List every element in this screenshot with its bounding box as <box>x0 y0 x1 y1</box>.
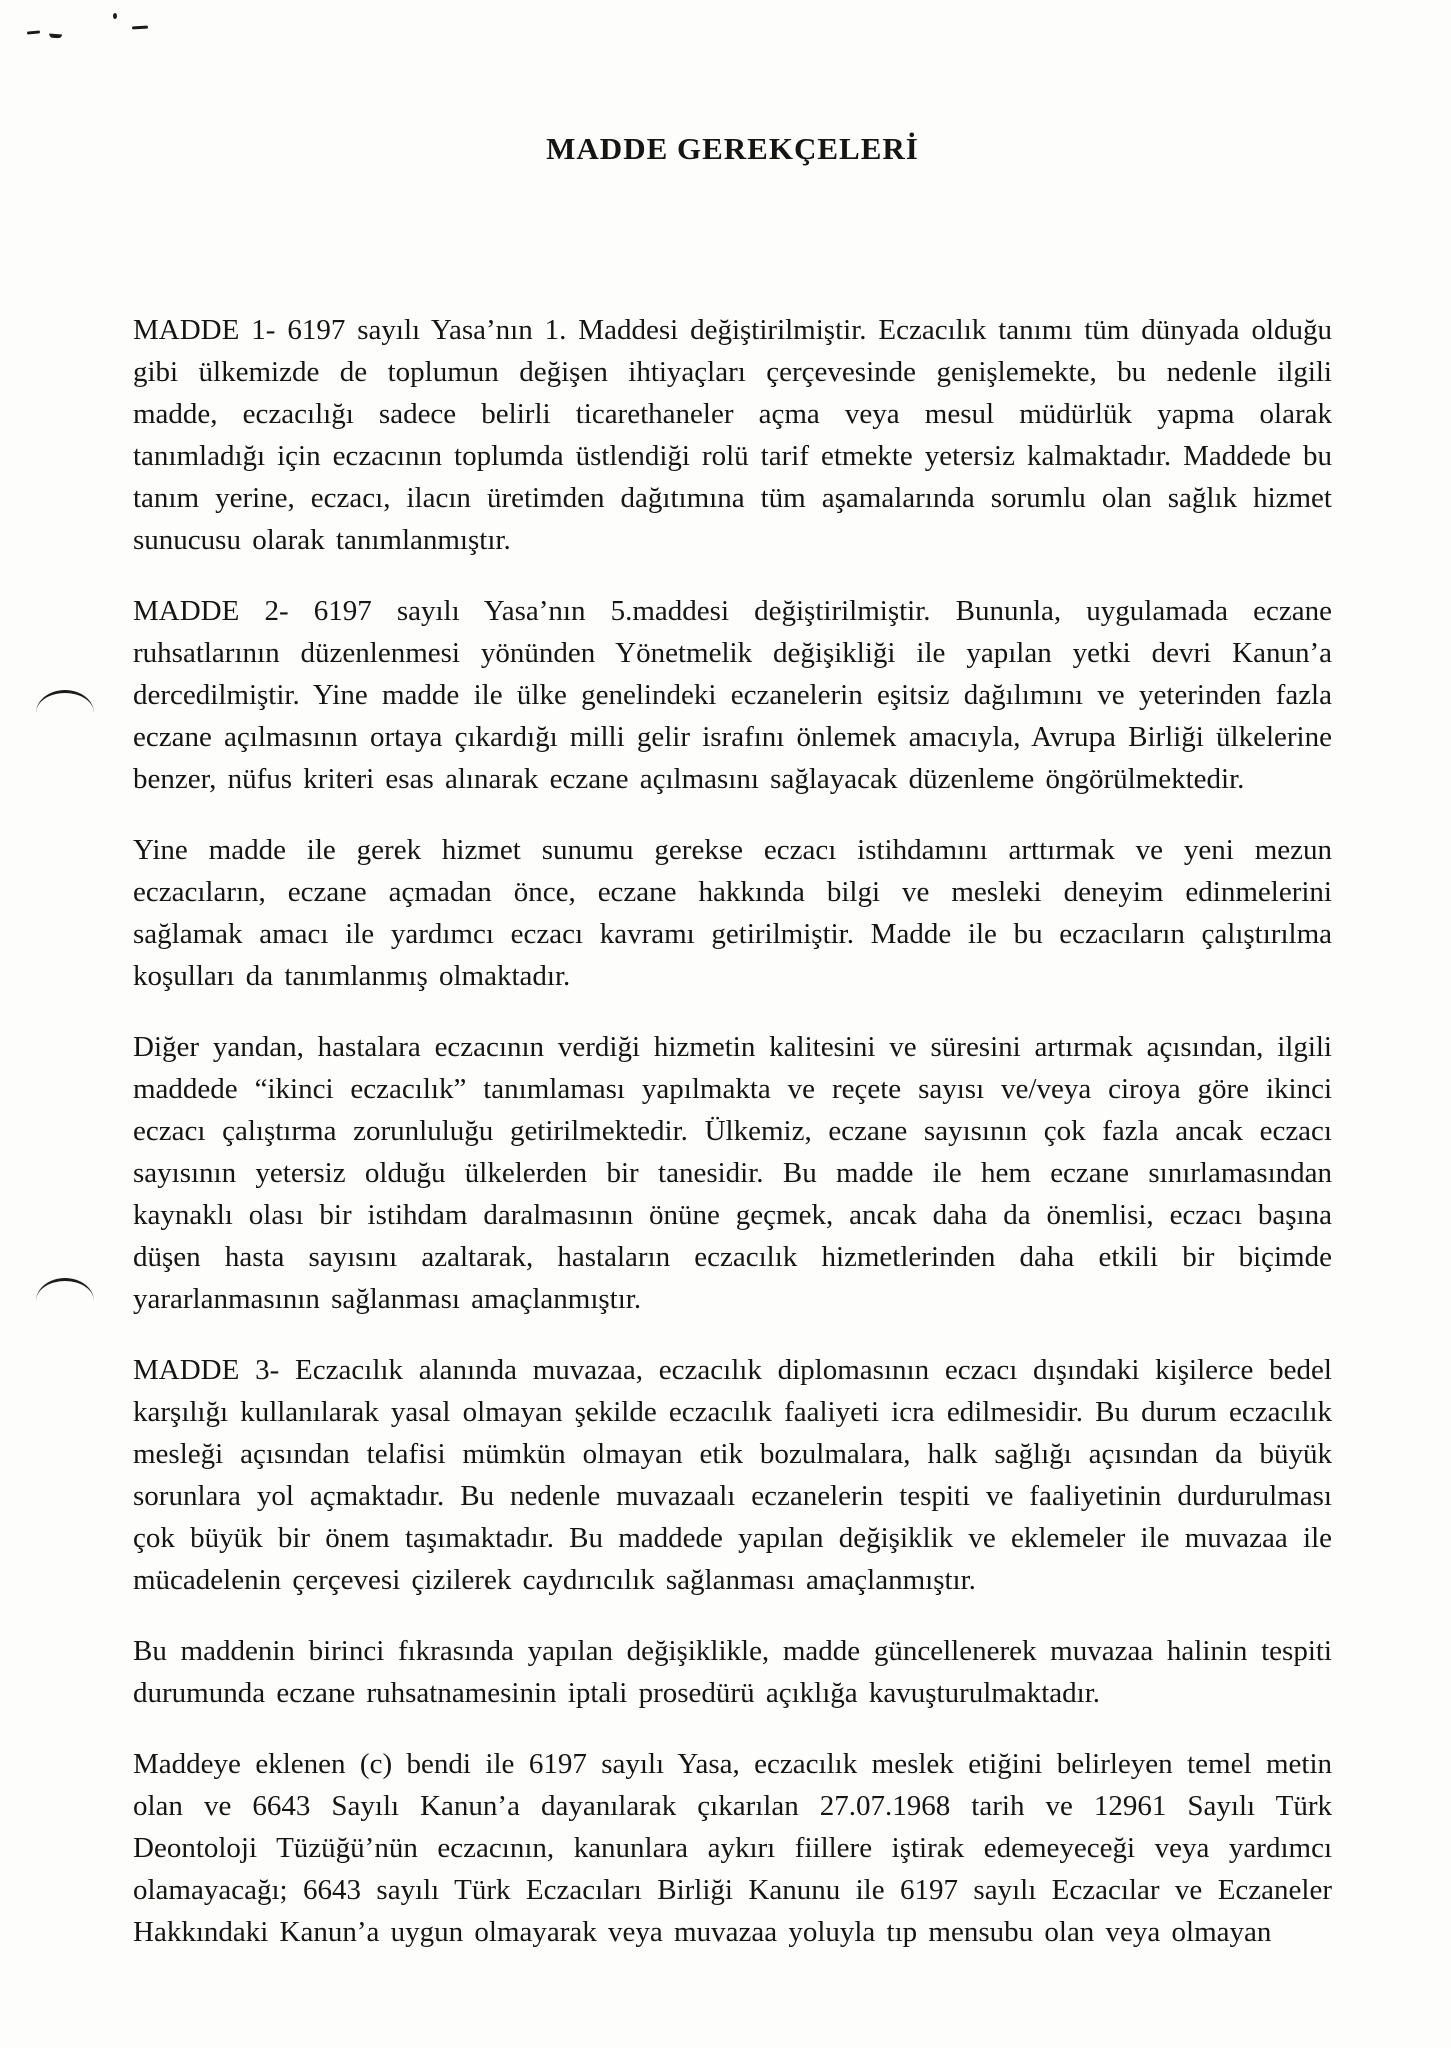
pen-mark-dash <box>49 34 62 39</box>
margin-arc-mark <box>36 690 94 713</box>
margin-arc-mark <box>36 1278 94 1301</box>
pen-mark-dot <box>113 13 117 19</box>
paragraph-madde-3-first-clause: Bu maddenin birinci fıkrasında yapılan değişiklikle, madde güncellenerek muvazaa halinin tespiti durumunda eczane ruhsatnamesinin iptali prosedürü açıklığa kavuşturulmaktadır. <box>133 1635 1332 1709</box>
document-title: MADDE GEREKÇELERİ <box>546 131 919 166</box>
paragraph-madde-2-second-pharmacist: Diğer yandan, hastalara eczacının verdiği hizmetin kalitesini ve süresini artırmak açısından, ilgili maddede “ikinci eczacılık” tanımlaması yapılmakta ve reçete sayısı ve/veya ciroya göre ikinci eczacı çalıştırma zorunluluğu getirilmektedir. Ülkemiz, eczane sayısının çok fazla ancak eczacı sayısının yetersiz olduğu ülkelerden bir tanesidir. Bu madde ile hem eczane sınırlamasından kaynaklı olası bir istihdam daralmasının önüne geçmek, ancak daha da önemlisi, eczacı başına düşen hasta sayısını azaltarak, hastaların eczacılık hizmetlerinden daha etkili bir biçimde yararlanmasının sağlanması amaçlanmıştır. <box>133 1031 1332 1315</box>
paragraph-madde-3: MADDE 3- Eczacılık alanında muvazaa, eczacılık diplomasının eczacı dışındaki kişilerce bedel karşılığı kullanılarak yasal olmayan şekilde eczacılık faaliyeti icra edilmesidir. Bu durum eczacılık mesleği açısından telafisi mümkün olmayan etik bozulmalara, halk sağlığı açısından da büyük sorunlara yol açmaktadır. Bu nedenle muvazaalı eczanelerin tespiti ve faaliyetinin durdurulması çok büyük bir önem taşımaktadır. Bu maddede yapılan değişiklik ve eklemeler ile muvazaa ile mücadelenin çerçevesi çizilerek caydırıcılık sağlanması amaçlanmıştır. <box>133 1354 1332 1596</box>
paragraph-madde-2: MADDE 2- 6197 sayılı Yasa’nın 5.maddesi değiştirilmiştir. Bununla, uygulamada eczane ruhsatlarının düzenlenmesi yönünden Yönetmelik değişikliği ile yapılan yetki devri Kanun’a dercedilmiştir. Yine madde ile ülke genelindeki eczanelerin eşitsiz dağılımını ve yeterinden fazla eczane açılmasının ortaya çıkardığı milli gelir israfını önlemek amacıyla, Avrupa Birliği ülkelerine benzer, nüfus kriteri esas alınarak eczane açılmasını sağlayacak düzenleme öngörülmektedir. <box>133 595 1332 795</box>
paragraph-madde-3-clause-c: Maddeye eklenen (c) bendi ile 6197 sayılı Yasa, eczacılık meslek etiğini belirleyen temel metin olan ve 6643 Sayılı Kanun’a dayanılarak çıkarılan 27.07.1968 tarih ve 12961 Sayılı Türk Deontoloji Tüzüğü’nün eczacının, kanunlara aykırı fiillere iştirak edemeyeceği veya yardımcı olamayacağı; 6643 sayılı Türk Eczacıları Birliği Kanunu ile 6197 sayılı Eczacılar ve Eczaneler Hakkındaki Kanun’a uygun olmayarak veya muvazaa yoluyla tıp mensubu olan veya olmayan <box>133 1748 1332 1948</box>
paragraph-madde-2-continued: Yine madde ile gerek hizmet sunumu gerekse eczacı istihdamını arttırmak ve yeni mezun eczacıların, eczane açmadan önce, eczane hakkında bilgi ve mesleki deneyim edinmelerini sağlamak amacı ile yardımcı eczacı kavramı getirilmiştir. Madde ile bu eczacıların çalıştırılma koşulları da tanımlanmış olmaktadır. <box>133 834 1332 992</box>
paragraph-madde-1: MADDE 1- 6197 sayılı Yasa’nın 1. Maddesi değiştirilmiştir. Eczacılık tanımı tüm dünyada olduğu gibi ülkemizde de toplumun değişen ihtiyaçları çerçevesinde genişlemekte, bu nedenle ilgili madde, eczacılığı sadece belirli ticarethaneler açma veya mesul müdürlük yapma olarak tanımladığı için eczacının toplumda üstlendiği rolü tarif etmekte yetersiz kalmaktadır. Maddede bu tanım yerine, eczacı, ilacın üretimden dağıtımına tüm aşamalarında sorumlu olan sağlık hizmet sunucusu olarak tanımlanmıştır. <box>133 314 1332 556</box>
document-body <box>133 0 1332 1982</box>
pen-mark-dash <box>27 30 40 34</box>
